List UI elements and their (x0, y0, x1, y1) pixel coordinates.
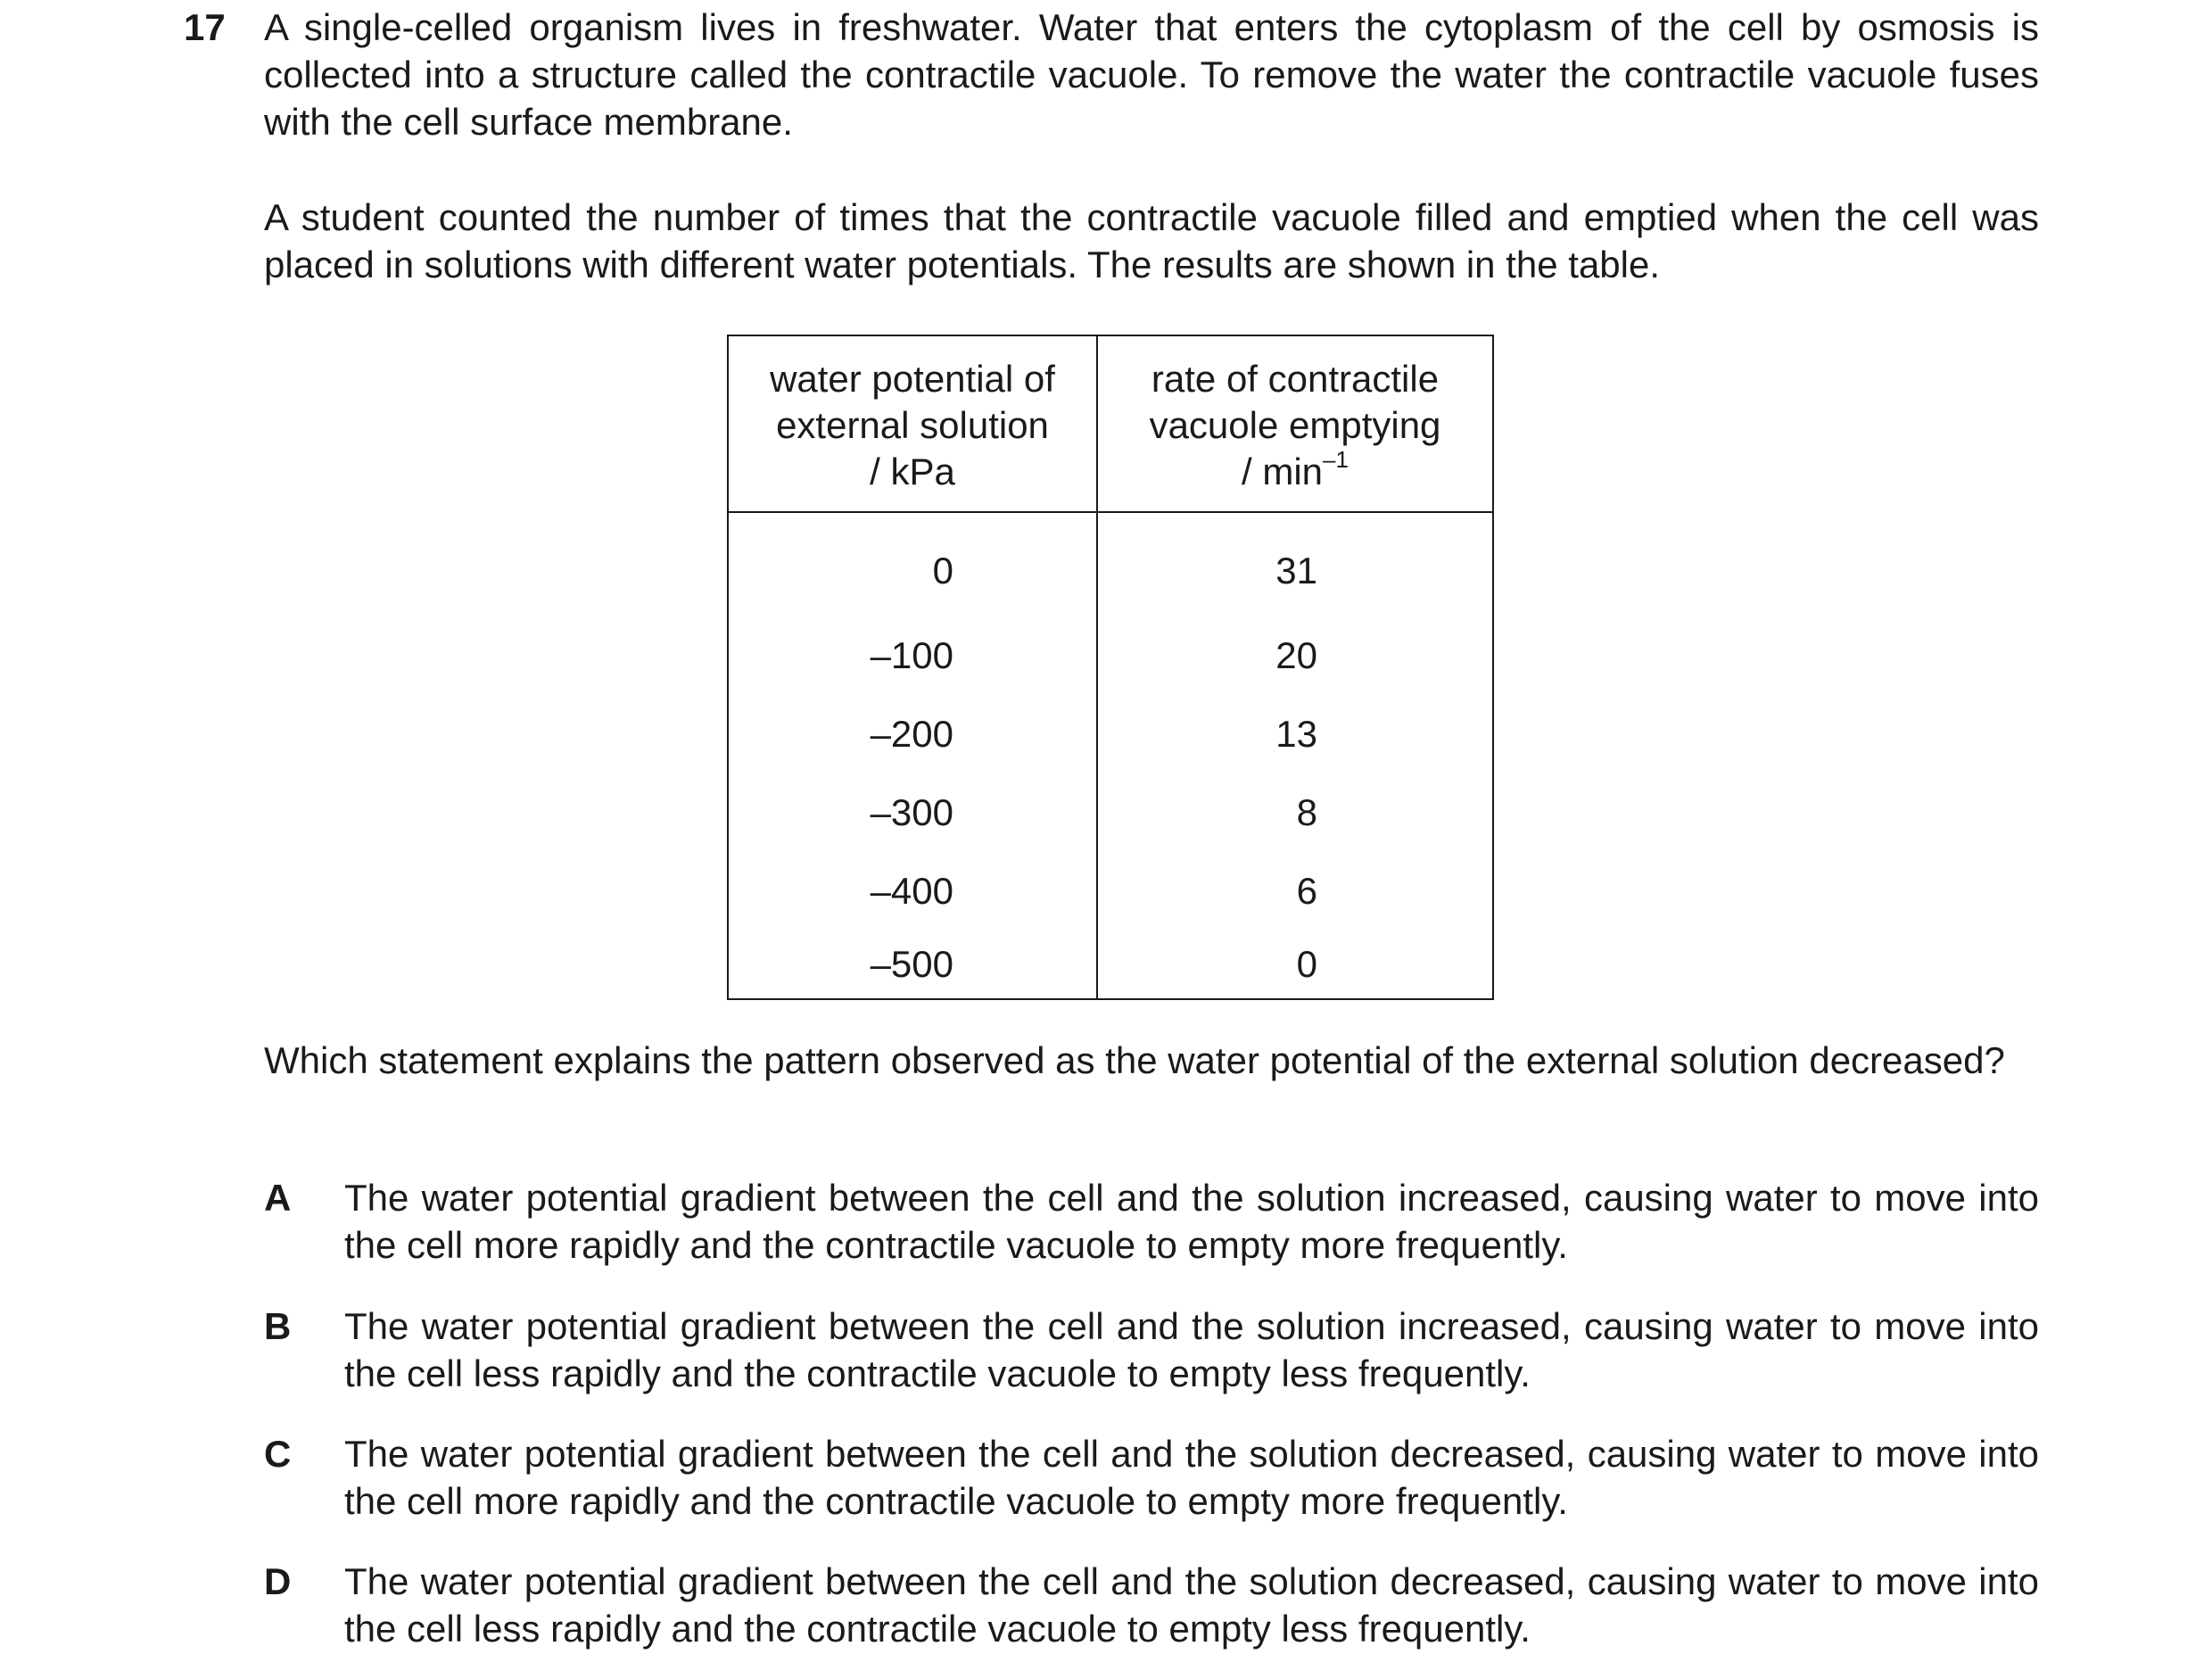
option-letter: C (264, 1433, 292, 1475)
unit-superscript: –1 (1323, 446, 1349, 473)
table-header-row (728, 335, 1493, 512)
potential-cell: 0 (932, 550, 953, 591)
option-c[interactable] (264, 1430, 2039, 1525)
question-intro: A single-celled organism lives in freshwater. Water that enters the cytoplasm of the cell by osmosis is collected into a structure called the contractile vacuole. To remove the water the contractile vacuole fuses with the cell surface membrane. (264, 6, 2039, 143)
question-number: 17 (184, 6, 226, 48)
header-water-potential (728, 335, 1097, 512)
table-row (728, 852, 1493, 930)
table-row (728, 930, 1493, 999)
header-line: vacuole emptying (1149, 404, 1441, 446)
table-row (728, 773, 1493, 852)
option-letter: D (264, 1560, 292, 1602)
header-unit: / $\min^{-1}$ (1242, 446, 1349, 492)
rate-cell: 0 (1296, 943, 1317, 985)
potential-cell: –500 (870, 943, 953, 985)
header-line: water potential of (770, 358, 1055, 400)
option-letter: A (264, 1177, 292, 1219)
rate-cell: 6 (1296, 870, 1317, 912)
question-stem: Which statement explains the pattern observed as the water potential of the external solution decreased? (264, 1039, 2005, 1081)
table-row (728, 695, 1493, 773)
potential-cell: –400 (870, 870, 953, 912)
header-unit: / kPa (870, 451, 955, 492)
table-row (728, 616, 1493, 695)
option-text: The water potential gradient between the cell and the solution increased, causing water to move into the cell more rapidly and the contractile vacuole to empty more frequently. (344, 1177, 2039, 1266)
table-row (728, 512, 1493, 616)
header-line: rate of contractile (1151, 358, 1440, 400)
potential-cell: –200 (870, 713, 953, 755)
rate-cell: 20 (1275, 634, 1317, 676)
option-text: The water potential gradient between the cell and the solution decreased, causing water to move into the cell more rapidly and the contractile vacuole to empty more frequently. (344, 1433, 2039, 1522)
results-table (727, 335, 1494, 1000)
option-letter: B (264, 1305, 292, 1347)
rate-cell: 31 (1275, 550, 1317, 591)
potential-cell: –100 (870, 634, 953, 676)
rate-cell: 8 (1296, 791, 1317, 833)
header-line: external solution (776, 404, 1049, 446)
option-text: The water potential gradient between the cell and the solution increased, causing water to move into the cell less rapidly and the contractile vacuole to empty less frequently. (344, 1305, 2039, 1394)
rate-cell: 13 (1275, 713, 1317, 755)
option-b[interactable] (264, 1303, 2039, 1397)
option-a[interactable] (264, 1174, 2039, 1269)
question-method: A student counted the number of times that the contractile vacuole filled and emptied when the cell was placed in solutions with different water potentials. The results are shown in the table. (264, 196, 2039, 285)
option-text: The water potential gradient between the cell and the solution decreased, causing water to move into the cell less rapidly and the contractile vacuole to empty less frequently. (344, 1560, 2039, 1650)
option-d[interactable] (264, 1558, 2039, 1652)
potential-cell: –300 (870, 791, 953, 833)
header-emptying-rate (1097, 335, 1493, 512)
